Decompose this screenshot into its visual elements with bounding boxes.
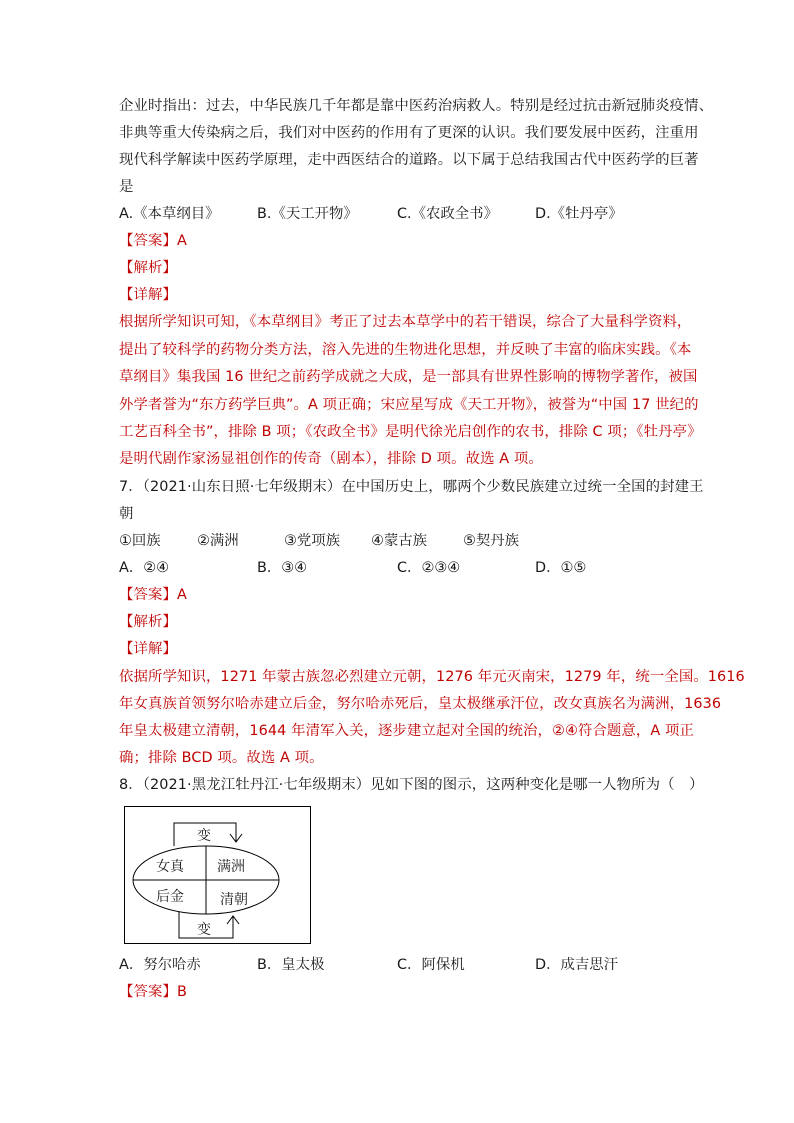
q6-explanation-line-5: 工艺百科全书”，排除 B 项；《农政全书》是明代徐光启创作的农书，排除 C 项；《牡丹亭》: [119, 424, 702, 440]
q7-item-4: ④蒙古族: [371, 533, 428, 549]
q7-item-5: ⑤契丹族: [463, 533, 520, 549]
q7-option-a: A．②④: [119, 560, 170, 576]
q8-option-a: A．努尔哈赤: [119, 957, 201, 973]
q7-option-c: C．②③④: [397, 560, 461, 576]
q6-explanation-line-4: 外学者誉为“东方药学巨典”。A 项正确；宋应星写成《天工开物》，被誉为“中国 17 世纪的: [119, 397, 699, 413]
q7-item-1: ①回族: [119, 533, 161, 549]
q6-answer: 【答案】A: [119, 233, 187, 249]
q7-item-2: ②满洲: [197, 533, 239, 549]
q6-option-b: B.《天工开物》: [257, 206, 358, 222]
q6-option-a: A.《本草纲目》: [119, 206, 220, 222]
cell-houjin: 后金: [156, 889, 184, 905]
q6-explanation-line-6: 是明代剧作家汤显祖创作的传奇（剧本），排除 D 项。故选 A 项。: [119, 451, 543, 467]
q6-explanation-line-2: 提出了较科学的药物分类方法，溶入先进的生物进化思想，并反映了丰富的临床实践。《本: [119, 342, 692, 358]
q7-explanation-line-3: 年皇太极建立清朝，1644 年清军入关，逐步建立起对全国的统治，②④符合题意，A 项正: [119, 723, 695, 739]
q8-option-b: B．皇太极: [257, 957, 325, 973]
q7-option-b: B．③④: [257, 560, 308, 576]
bottom-change-label: 变: [197, 922, 211, 938]
cell-nuzhen: 女真: [156, 859, 184, 875]
q7-option-d: D．①⑤: [535, 560, 587, 576]
q7-detail-label: 【详解】: [119, 641, 177, 657]
q8-stem: 8．（2021·黑龙江牡丹江·七年级期末）见如下图的图示，这两种变化是哪一人物所为（ ）: [119, 777, 704, 793]
q6-option-c: C.《农政全书》: [397, 206, 498, 222]
q7-explanation-line-4: 确；排除 BCD 项。故选 A 项。: [119, 750, 324, 766]
q6-stem-line-4: 是: [119, 179, 134, 195]
cell-qingchao: 清朝: [220, 892, 248, 908]
q7-stem-line-2: 朝: [119, 506, 134, 522]
q7-answer: 【答案】A: [119, 587, 187, 603]
q6-detail-label: 【详解】: [119, 287, 177, 303]
q8-answer: 【答案】B: [119, 984, 187, 1000]
q8-diagram: [124, 806, 311, 944]
q8-option-c: C．阿保机: [397, 957, 465, 973]
top-change-label: 变: [197, 828, 211, 844]
q7-stem-line-1: 7．（2021·山东日照·七年级期末）在中国历史上，哪两个少数民族建立过统一全国的封建王: [119, 479, 704, 495]
q7-analysis-label: 【解析】: [119, 614, 177, 630]
q8-option-d: D．成吉思汗: [535, 957, 619, 973]
q6-explanation-line-1: 根据所学知识可知，《本草纲目》考正了过去本草学中的若干错误，综合了大量科学资料，: [119, 314, 692, 330]
q6-explanation-line-3: 草纲目》集我国 16 世纪之前药学成就之大成，是一部具有世界性影响的博物学著作，被国: [119, 369, 698, 385]
q6-stem-line-2: 非典等重大传染病之后，我们对中医药的作用有了更深的认识。我们要发展中医药，注重用: [119, 125, 699, 141]
q6-stem-line-3: 现代科学解读中医药学原理，走中西医结合的道路。以下属于总结我国古代中医药学的巨著: [119, 152, 699, 168]
q7-item-3: ③党项族: [284, 533, 341, 549]
q7-explanation-line-2: 年女真族首领努尔哈赤建立后金，努尔哈赤死后，皇太极继承汗位，改女真族名为满洲，1636: [119, 696, 722, 712]
q6-stem-line-1: 企业时指出：过去，中华民族几千年都是靠中医药治病救人。特别是经过抗击新冠肺炎疫情、: [119, 98, 714, 114]
q7-explanation-line-1: 依据所学知识，1271 年蒙古族忽必烈建立元朝，1276 年元灭南宋，1279 年，统一全国。1616: [119, 669, 745, 685]
q6-option-d: D.《牡丹亭》: [535, 206, 623, 222]
q6-analysis-label: 【解析】: [119, 260, 177, 276]
cell-manzhou: 满洲: [217, 859, 245, 875]
